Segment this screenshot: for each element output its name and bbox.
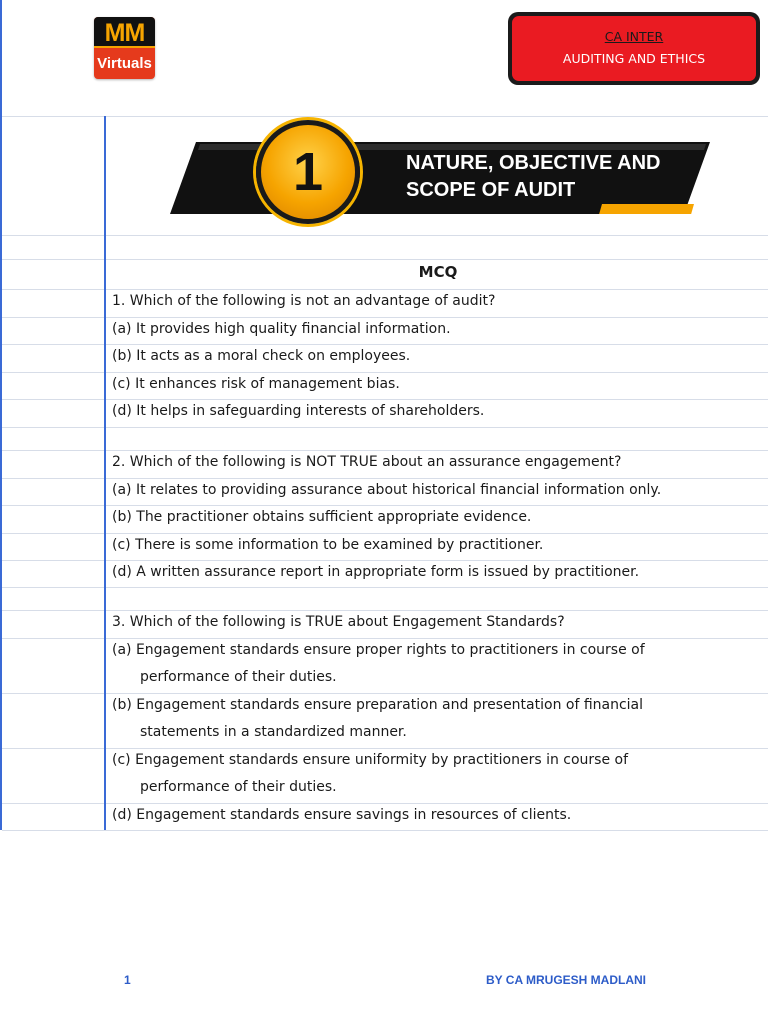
ruled-line xyxy=(2,289,768,290)
course-subject: AUDITING AND ETHICS xyxy=(562,51,706,66)
option-2b: (b) The practitioner obtains sufficient appropriate evidence. xyxy=(112,509,532,525)
ruled-line xyxy=(2,478,768,479)
ruled-line xyxy=(2,235,768,236)
ruled-line xyxy=(2,427,768,428)
ruled-line xyxy=(2,259,768,260)
option-3b-cont: statements in a standardized manner. xyxy=(140,724,407,740)
ruled-line xyxy=(2,450,768,451)
option-1c: (c) It enhances risk of management bias. xyxy=(112,376,400,392)
ruled-line xyxy=(2,830,768,831)
ruled-line xyxy=(2,748,768,749)
section-heading: MCQ xyxy=(418,263,458,281)
option-3a-cont: performance of their duties. xyxy=(140,669,337,685)
option-2c: (c) There is some information to be examined by practitioner. xyxy=(112,537,544,553)
author-credit: BY CA MRUGESH MADLANI xyxy=(486,973,647,987)
chapter-banner xyxy=(170,118,710,233)
chapter-number: 1 xyxy=(292,142,324,202)
logo-mm-text: MM xyxy=(104,19,145,47)
page-number: 1 xyxy=(124,973,131,987)
ruled-line xyxy=(2,505,768,506)
page-edge-line xyxy=(0,0,2,830)
option-3a: (a) Engagement standards ensure proper rights to practitioners in course of xyxy=(112,642,645,658)
ruled-line xyxy=(2,344,768,345)
chapter-title-line1: NATURE, OBJECTIVE AND xyxy=(406,152,661,174)
logo-virtuals-text: Virtuals xyxy=(97,55,152,72)
option-1d: (d) It helps in safeguarding interests of shareholders. xyxy=(112,403,485,419)
margin-line xyxy=(104,116,106,830)
ruled-line xyxy=(2,638,768,639)
option-1a: (a) It provides high quality financial information. xyxy=(112,321,451,337)
ruled-line xyxy=(2,560,768,561)
ruled-line xyxy=(2,399,768,400)
ruled-line xyxy=(2,610,768,611)
ruled-line xyxy=(2,587,768,588)
option-1b: (b) It acts as a moral check on employees. xyxy=(112,348,411,364)
option-3b: (b) Engagement standards ensure preparation and presentation of financial xyxy=(112,697,644,713)
ruled-line xyxy=(2,116,768,117)
chapter-number-circle xyxy=(256,120,360,224)
option-3c: (c) Engagement standards ensure uniformity by practitioners in course of xyxy=(112,752,629,768)
question-3: 3. Which of the following is TRUE about Engagement Standards? xyxy=(112,614,565,630)
ruled-line xyxy=(2,533,768,534)
question-2: 2. Which of the following is NOT TRUE about an assurance engagement? xyxy=(112,454,622,470)
option-3d: (d) Engagement standards ensure savings in resources of clients. xyxy=(112,807,572,823)
option-3c-cont: performance of their duties. xyxy=(140,779,337,795)
ruled-line xyxy=(2,693,768,694)
mm-virtuals-logo xyxy=(94,17,155,79)
chapter-title xyxy=(406,150,696,204)
ruled-line xyxy=(2,372,768,373)
course-badge xyxy=(508,12,760,85)
option-2d: (d) A written assurance report in appropriate form is issued by practitioner. xyxy=(112,564,640,580)
question-1: 1. Which of the following is not an advantage of audit? xyxy=(112,293,496,309)
ruled-line xyxy=(2,317,768,318)
course-level: CA INTER xyxy=(604,29,664,44)
ruled-line xyxy=(2,803,768,804)
chapter-title-line2: SCOPE OF AUDIT xyxy=(406,179,576,201)
option-2a: (a) It relates to providing assurance about historical financial information only. xyxy=(112,482,662,498)
